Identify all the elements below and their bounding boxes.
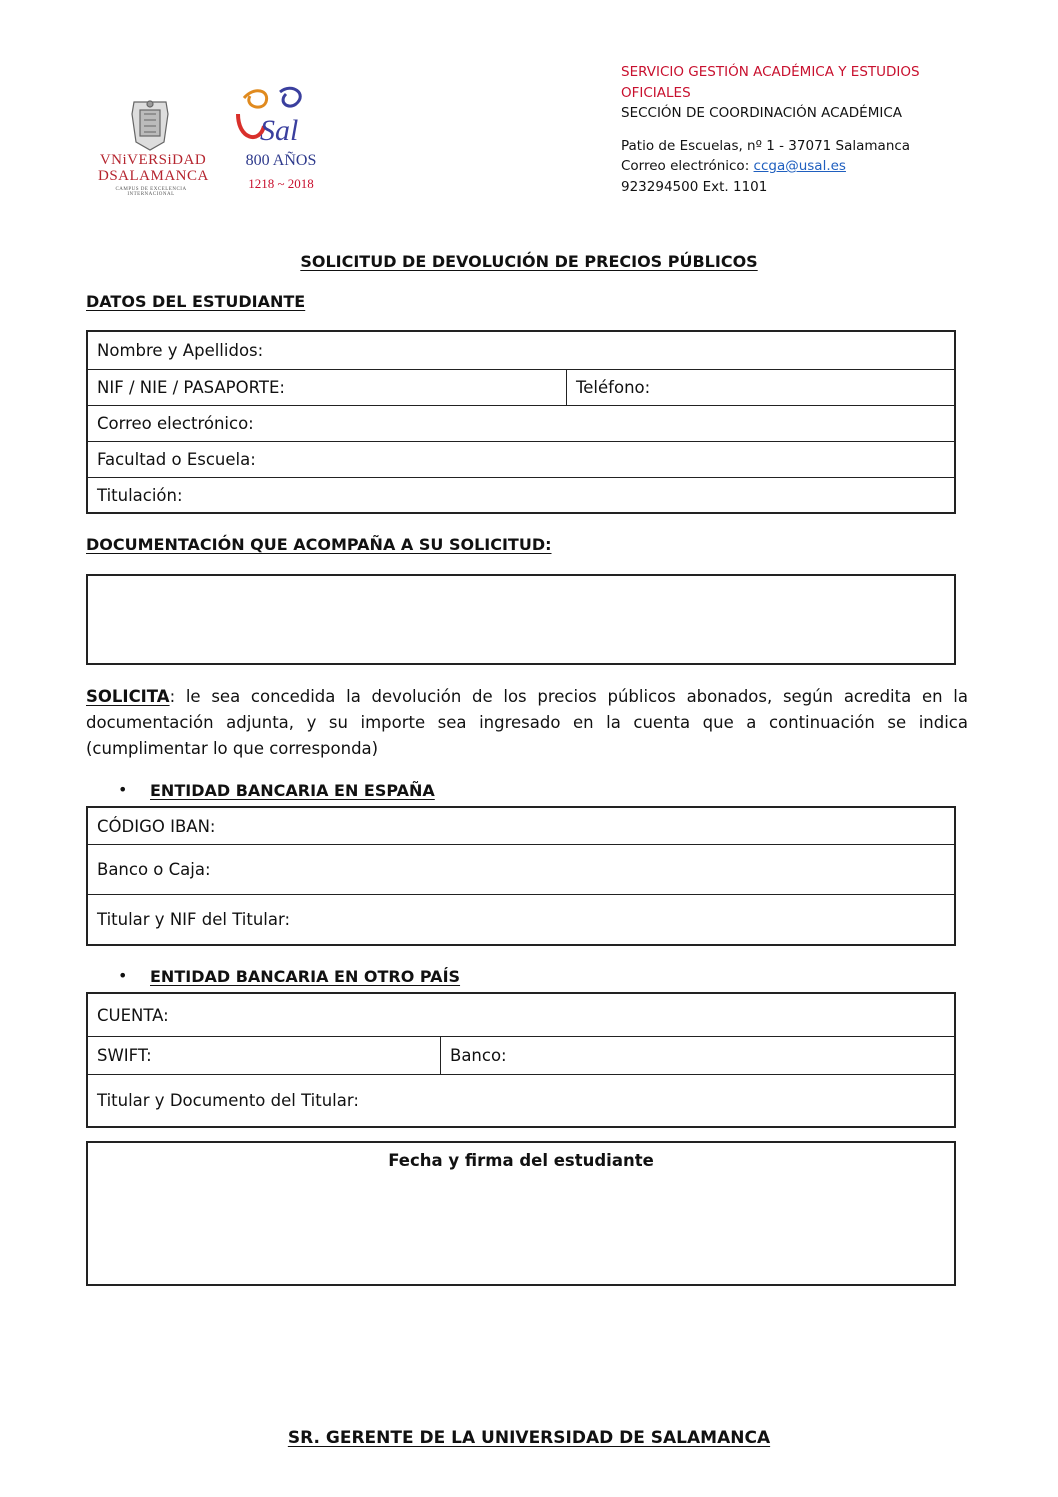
bank-foreign-heading: ENTIDAD BANCARIA EN OTRO PAÍS <box>150 967 461 986</box>
swift-field[interactable] <box>88 1037 440 1074</box>
bank-spain-heading: ENTIDAD BANCARIA EN ESPAÑA <box>150 781 435 800</box>
office-email-line <box>621 156 1001 177</box>
student-email-field[interactable] <box>88 406 954 441</box>
holder-label: Titular y NIF del Titular: <box>97 910 291 929</box>
id-document-label: NIF / NIE / PASAPORTE: <box>97 378 285 397</box>
university-logo <box>94 96 209 197</box>
service-name-line2: OFICIALES <box>621 84 691 101</box>
bank-foreign-table <box>86 992 956 1128</box>
form-title: SOLICITUD DE DEVOLUCIÓN DE PRECIOS PÚBLICOS <box>300 252 758 271</box>
account-label: CUENTA: <box>97 1005 169 1025</box>
foreign-bank-field[interactable] <box>440 1037 954 1074</box>
table-row <box>88 894 954 944</box>
student-email-label: Correo electrónico: <box>97 414 254 433</box>
signature-box[interactable] <box>86 1141 956 1286</box>
request-lead: SOLICITA <box>86 687 170 706</box>
faculty-label: Facultad o Escuela: <box>97 450 256 469</box>
request-paragraph <box>86 684 968 762</box>
anniversary-text: 800 AÑOS <box>245 152 317 169</box>
iban-field[interactable] <box>88 808 954 844</box>
table-row <box>88 369 954 405</box>
anniversary-logo <box>230 84 326 196</box>
phone-field[interactable] <box>566 370 954 405</box>
table-row <box>88 441 954 477</box>
foreign-holder-label: Titular y Documento del Titular: <box>97 1091 359 1110</box>
recipient-footer: SR. GERENTE DE LA UNIVERSIDAD DE SALAMANCA <box>287 1428 771 1448</box>
degree-label: Titulación: <box>97 485 183 505</box>
table-row <box>88 477 954 512</box>
bullet-icon: • <box>118 966 128 985</box>
table-row <box>88 332 954 369</box>
iban-label: CÓDIGO IBAN: <box>97 816 216 836</box>
email-label: Correo electrónico: <box>621 158 754 174</box>
phone-label: Teléfono: <box>576 378 651 397</box>
university-name-line1: VNiVERSiDAD <box>99 152 207 168</box>
table-row <box>88 808 954 844</box>
bank-label: Banco o Caja: <box>97 860 211 879</box>
anniversary-years: 1218 ~ 2018 <box>248 176 314 191</box>
foreign-holder-field[interactable] <box>88 1075 954 1126</box>
signature-label: Fecha y firma del estudiante <box>388 1151 654 1170</box>
office-header <box>621 62 1001 197</box>
faculty-field[interactable] <box>88 442 954 477</box>
id-document-field[interactable] <box>88 370 566 405</box>
name-label: Nombre y Apellidos: <box>97 341 264 360</box>
student-section-heading: DATOS DEL ESTUDIANTE <box>86 292 306 311</box>
swift-label: SWIFT: <box>97 1046 152 1065</box>
table-row <box>88 1036 954 1074</box>
email-link[interactable]: ccga@usal.es <box>753 158 846 174</box>
table-row <box>88 994 954 1036</box>
section-name: SECCIÓN DE COORDINACIÓN ACADÉMICA <box>621 105 902 121</box>
name-field[interactable] <box>88 332 954 369</box>
service-name-line1: SERVICIO GESTIÓN ACADÉMICA Y ESTUDIOS <box>621 64 920 80</box>
holder-field[interactable] <box>88 895 954 944</box>
office-phone: 923294500 Ext. 1101 <box>621 178 768 195</box>
student-data-table <box>86 330 956 514</box>
table-row <box>88 844 954 894</box>
office-address: Patio de Escuelas, nº 1 - 37071 Salamanca <box>621 137 911 154</box>
documentation-heading: DOCUMENTACIÓN QUE ACOMPAÑA A SU SOLICITUD: <box>86 535 552 554</box>
documentation-box[interactable] <box>86 574 956 665</box>
degree-field[interactable] <box>88 478 954 512</box>
table-row <box>88 405 954 441</box>
anniversary-word: Sal <box>260 114 299 147</box>
university-tagline: CAMPUS DE EXCELENCIA INTERNACIONAL <box>115 187 187 197</box>
bullet-icon: • <box>118 780 128 799</box>
bank-field[interactable] <box>88 845 954 894</box>
account-field[interactable] <box>88 994 954 1036</box>
table-row <box>88 1074 954 1126</box>
foreign-bank-label: Banco: <box>450 1046 507 1065</box>
request-text: : le sea concedida la devolución de los precios públicos abonados, según acredita en la documentación adjunta, y su importe sea ingresado en la cuenta que a continuación se indica (cumplimentar lo que corresponda) <box>86 687 968 758</box>
university-name-line2: DSALAMANCA <box>98 168 209 184</box>
bank-spain-table <box>86 806 956 946</box>
